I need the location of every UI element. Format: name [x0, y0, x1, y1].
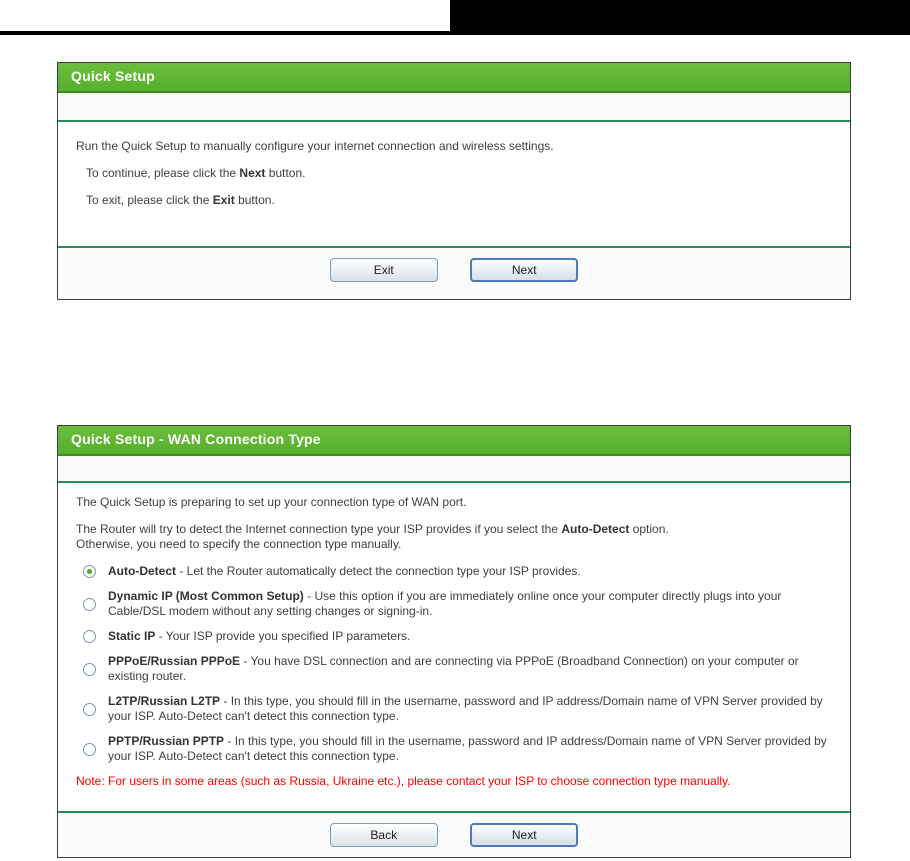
option-desc: - You have DSL connection and are connecting via PPPoE (Broadband Connection) on your computer or existing router.	[108, 654, 799, 683]
option-desc: - In this type, you should fill in the username, password and IP address/Domain name of VPN Server provided by your ISP. Auto-Detect can't detect this connection type.	[108, 734, 827, 763]
option-label	[108, 629, 410, 644]
option-desc: - Use this option if you are immediately online once your computer directly plugs into your Cable/DSL modem without any setting changes or signing-in.	[108, 589, 782, 618]
option-label	[108, 734, 832, 764]
auto-detect-explanation-post: option.	[629, 522, 669, 536]
option-desc: - Your ISP provide you specified IP parameters.	[155, 629, 411, 643]
intro-text: Run the Quick Setup to manually configure your internet connection and wireless settings.	[76, 139, 554, 153]
option-name: Dynamic IP (Most Common Setup)	[108, 589, 304, 603]
exit-button[interactable]: Exit	[330, 258, 438, 282]
option-row-pppoe	[83, 654, 832, 684]
exit-instruction	[86, 193, 830, 208]
top-black-banner	[450, 0, 910, 31]
option-row-static-ip	[83, 629, 832, 644]
header-spacer	[58, 456, 850, 483]
panel-body	[58, 122, 850, 208]
option-name: PPTP/Russian PPTP	[108, 734, 225, 748]
exit-instruction-pre: To exit, please click the	[86, 193, 213, 207]
radio-l2tp[interactable]	[83, 703, 96, 716]
option-row-pptp	[83, 734, 832, 764]
panel-title: Quick Setup	[58, 63, 850, 93]
continue-instruction-post: button.	[265, 166, 306, 180]
exit-instruction-post: button.	[234, 193, 275, 207]
option-name: PPPoE/Russian PPPoE	[108, 654, 241, 668]
header-spacer	[58, 93, 850, 122]
region-note: Note: For users in some areas (such as Russia, Ukraine etc.), please contact your ISP to choose connection type manually.	[76, 774, 731, 788]
button-bar	[58, 811, 850, 857]
next-button[interactable]: Next	[470, 258, 578, 282]
next-button[interactable]: Next	[470, 823, 578, 847]
option-label	[108, 694, 832, 724]
auto-detect-explanation-line2: Otherwise, you need to specify the connection type manually.	[76, 537, 402, 551]
option-row-l2tp	[83, 694, 832, 724]
option-label	[108, 654, 832, 684]
button-bar	[58, 246, 850, 299]
continue-instruction-pre: To continue, please click the	[86, 166, 240, 180]
radio-pppoe[interactable]	[83, 663, 96, 676]
option-row-auto-detect	[83, 564, 832, 579]
radio-static-ip[interactable]	[83, 630, 96, 643]
back-button[interactable]: Back	[330, 823, 438, 847]
continue-instruction-bold: Next	[239, 166, 266, 180]
option-name: Auto-Detect	[108, 564, 176, 578]
continue-instruction	[86, 166, 830, 181]
top-divider-line	[0, 31, 910, 35]
auto-detect-explanation-pre: The Router will try to detect the Internet connection type your ISP provides if you select the	[76, 522, 562, 536]
option-label	[108, 589, 832, 619]
quick-setup-panel	[57, 62, 851, 300]
auto-detect-explanation	[76, 522, 832, 552]
radio-auto-detect[interactable]	[83, 565, 96, 578]
auto-detect-explanation-bold: Auto-Detect	[561, 522, 630, 536]
option-name: L2TP/Russian L2TP	[108, 694, 221, 708]
wan-connection-type-panel	[57, 425, 851, 858]
option-name: Static IP	[108, 629, 156, 643]
wan-intro-text: The Quick Setup is preparing to set up your connection type of WAN port.	[76, 495, 467, 509]
option-row-dynamic-ip	[83, 589, 832, 619]
exit-instruction-bold: Exit	[212, 193, 235, 207]
panel-title: Quick Setup - WAN Connection Type	[58, 426, 850, 456]
option-label	[108, 564, 581, 579]
option-desc: - Let the Router automatically detect the connection type your ISP provides.	[176, 564, 581, 578]
radio-pptp[interactable]	[83, 743, 96, 756]
radio-dynamic-ip[interactable]	[83, 598, 96, 611]
option-desc: - In this type, you should fill in the username, password and IP address/Domain name of VPN Server provided by your ISP. Auto-Detect can't detect this connection type.	[108, 694, 823, 723]
panel-body	[58, 483, 850, 789]
